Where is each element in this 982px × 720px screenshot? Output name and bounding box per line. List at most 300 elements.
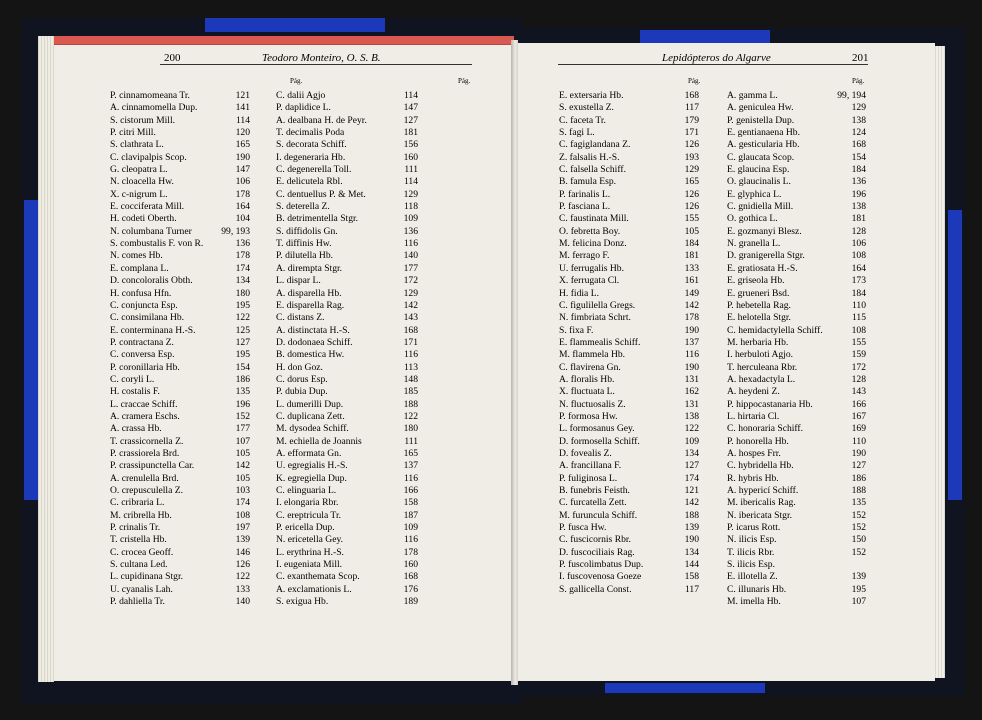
page-reference: 138 — [851, 201, 866, 213]
species-name: P. coronillaria Hb. — [110, 361, 180, 373]
species-name: P. fuliginosa L. — [559, 472, 618, 484]
index-entry — [110, 497, 250, 509]
species-name: M. felicina Donz. — [559, 238, 627, 250]
index-entry — [276, 152, 418, 164]
page-reference: 127 — [403, 114, 418, 126]
species-name: D. fuscociliais Rag. — [559, 546, 635, 558]
species-name: A. crassa Hb. — [110, 423, 162, 435]
index-entry — [559, 263, 699, 275]
species-name: S. exigua Hb. — [276, 596, 329, 608]
species-name: S. clathrata L. — [110, 139, 164, 151]
page-number-right: 201 — [852, 52, 869, 64]
species-name: A. hospes Frr. — [727, 447, 781, 459]
species-name: I. eugeniata Mill. — [276, 559, 343, 571]
page-reference: 99, 194 — [837, 90, 866, 101]
index-entry — [559, 127, 699, 139]
page-reference: 105 — [684, 225, 699, 237]
book-gutter — [511, 40, 518, 685]
page-reference: 115 — [851, 312, 866, 324]
page-reference: 127 — [684, 460, 699, 472]
page-reference: 116 — [403, 238, 418, 250]
species-name: B. detrimentella Stgr. — [276, 213, 359, 225]
page-reference: 193 — [684, 151, 699, 163]
index-entry — [559, 534, 699, 546]
page-reference: 120 — [235, 127, 250, 139]
page-reference: 162 — [684, 386, 699, 398]
page-reference: 109 — [403, 522, 418, 534]
page-reference: 169 — [851, 423, 866, 435]
species-name: N. comes Hb. — [110, 250, 163, 262]
index-entry — [110, 201, 250, 213]
index-entry — [559, 90, 699, 102]
species-name: E. extersaria Hb. — [559, 90, 624, 101]
page-reference: 134 — [684, 447, 699, 459]
index-entry — [110, 250, 250, 262]
index-entry — [727, 510, 866, 522]
species-name: P. honorella Hb. — [727, 435, 789, 447]
index-entry — [727, 288, 866, 300]
page-reference: 171 — [403, 336, 418, 348]
species-name: P. fasciana L. — [559, 201, 611, 213]
page-reference: 104 — [235, 213, 250, 225]
index-entry — [276, 497, 418, 509]
species-name: T. decimalis Poda — [276, 127, 345, 139]
page-reference: 110 — [851, 299, 866, 311]
species-name: E. delicutela Rbl. — [276, 176, 343, 188]
page-reference: 135 — [851, 497, 866, 509]
index-entry — [276, 522, 418, 534]
species-name: A. cinnamomella Dup. — [110, 102, 198, 114]
page-reference: 139 — [684, 522, 699, 534]
page-reference: 133 — [684, 262, 699, 274]
index-entry — [110, 213, 250, 225]
index-entry — [276, 115, 418, 127]
index-entry — [727, 571, 866, 583]
index-entry — [727, 139, 866, 151]
index-column-right-1 — [559, 90, 699, 596]
species-name: C. ereptricula Tr. — [276, 509, 342, 521]
index-entry — [727, 337, 866, 349]
page-reference: 127 — [235, 336, 250, 348]
index-entry — [559, 522, 699, 534]
species-name: T. diffinis Hw. — [276, 238, 332, 250]
index-entry — [559, 139, 699, 151]
page-reference: 165 — [235, 139, 250, 151]
species-name: C. conversa Esp. — [110, 349, 175, 361]
page-reference: 165 — [684, 176, 699, 188]
species-name: S. combustalis F. von R. — [110, 238, 204, 250]
page-reference: 126 — [235, 559, 250, 571]
index-entry — [110, 411, 250, 423]
index-entry — [276, 485, 418, 497]
index-entry — [110, 288, 250, 300]
index-entry — [110, 362, 250, 374]
index-entry — [110, 448, 250, 460]
page-reference: 181 — [403, 127, 418, 139]
index-entry — [559, 275, 699, 287]
index-entry — [727, 263, 866, 275]
page-reference: 180 — [235, 287, 250, 299]
running-head-right: Lepidópteros do Algarve — [662, 52, 771, 64]
page-reference: 111 — [404, 164, 418, 176]
species-name: P. ericella Dup. — [276, 522, 335, 534]
page-reference: 167 — [851, 410, 866, 422]
marble-pattern-bottom-right — [605, 683, 765, 693]
page-reference: 139 — [851, 571, 866, 583]
index-entry — [727, 559, 866, 571]
species-name: P. fuscolimbatus Dup. — [559, 559, 644, 571]
species-name: P. formosa Hw. — [559, 410, 618, 422]
index-entry — [727, 90, 866, 102]
page-reference: 190 — [235, 151, 250, 163]
species-name: I. degeneraria Hb. — [276, 151, 346, 163]
page-reference: 174 — [235, 497, 250, 509]
page-reference: 113 — [403, 361, 418, 373]
species-name: C. coryli L. — [110, 373, 155, 385]
species-name: P. contractana Z. — [110, 336, 174, 348]
page-reference: 152 — [851, 546, 866, 558]
index-entry — [110, 584, 250, 596]
index-entry — [276, 411, 418, 423]
page-reference: 152 — [851, 522, 866, 534]
page-reference: 150 — [851, 534, 866, 546]
page-reference: 154 — [851, 151, 866, 163]
species-name: E. helotella Stgr. — [727, 312, 791, 324]
species-name: A. dealbana H. de Peyr. — [276, 114, 367, 126]
header-rule-right — [558, 64, 868, 65]
index-entry — [110, 312, 250, 324]
index-entry — [110, 534, 250, 546]
page-reference: 172 — [851, 361, 866, 373]
page-reference: 135 — [235, 386, 250, 398]
pag-label-left-1: Pág. — [290, 77, 303, 85]
page-reference: 156 — [403, 139, 418, 151]
index-entry — [559, 399, 699, 411]
page-reference: 106 — [235, 176, 250, 188]
species-name: M. herbaria Hb. — [727, 336, 789, 348]
index-entry — [276, 201, 418, 213]
page-reference: 174 — [235, 262, 250, 274]
page-reference: 152 — [851, 509, 866, 521]
page-reference: 116 — [403, 534, 418, 546]
page-reference: 155 — [684, 213, 699, 225]
index-entry — [727, 485, 866, 497]
page-reference: 129 — [684, 164, 699, 176]
page-reference: 126 — [684, 188, 699, 200]
index-entry — [276, 596, 418, 608]
index-entry — [559, 584, 699, 596]
species-name: E. gozmanyi Blesz. — [727, 225, 802, 237]
species-name: E. complana L. — [110, 262, 169, 274]
index-entry — [110, 139, 250, 151]
index-entry — [110, 571, 250, 583]
species-name: C. degenerella Toll. — [276, 164, 352, 176]
species-name: C. distans Z. — [276, 312, 325, 324]
species-name: L. cupidinana Stgr. — [110, 571, 184, 583]
species-name: K. egregiella Dup. — [276, 472, 347, 484]
marble-pattern-top-left — [205, 18, 385, 32]
page-number-left: 200 — [164, 52, 181, 64]
running-head-left: Teodoro Monteiro, O. S. B. — [262, 52, 381, 64]
index-entry — [727, 189, 866, 201]
species-name: A. cramera Eschs. — [110, 410, 180, 422]
index-entry — [559, 115, 699, 127]
index-entry — [276, 127, 418, 139]
species-name: Z. falsalis H.-S. — [559, 151, 620, 163]
index-entry — [727, 460, 866, 472]
page-reference: 186 — [851, 472, 866, 484]
index-entry — [727, 349, 866, 361]
page-reference: 168 — [403, 571, 418, 583]
index-entry — [276, 374, 418, 386]
page-reference: 121 — [235, 90, 250, 101]
species-name: S. fagi L. — [559, 127, 595, 139]
index-entry — [276, 238, 418, 250]
page-reference: 129 — [403, 287, 418, 299]
species-name: R. hybris Hb. — [727, 472, 779, 484]
species-name: C. figulilella Gregs. — [559, 299, 636, 311]
species-name: E. gratiosata H.-S. — [727, 262, 798, 274]
index-entry — [727, 102, 866, 114]
species-name: T. crassicornella Z. — [110, 435, 184, 447]
page-reference: 195 — [235, 299, 250, 311]
page-reference: 107 — [851, 596, 866, 608]
index-entry — [727, 115, 866, 127]
page-reference: 107 — [235, 435, 250, 447]
pag-label-left-2: Pág. — [458, 77, 471, 85]
page-reference: 171 — [684, 127, 699, 139]
species-name: U. egregialis H.-S. — [276, 460, 348, 472]
index-entry — [559, 473, 699, 485]
index-entry — [110, 90, 250, 102]
page-reference: 108 — [851, 250, 866, 262]
species-name: O. crepusculella Z. — [110, 485, 183, 496]
species-name: C. hemidactylella Schiff. — [727, 324, 823, 336]
index-entry — [727, 448, 866, 460]
index-entry — [276, 436, 418, 448]
index-entry — [110, 436, 250, 448]
species-name: M. furuncula Schiff. — [559, 509, 638, 521]
index-entry — [110, 164, 250, 176]
index-entry — [727, 386, 866, 398]
species-name: E. cocciferata Mill. — [110, 201, 185, 213]
species-name: P. dilutella Hb. — [276, 250, 334, 262]
species-name: C. duplicana Zett. — [276, 410, 345, 422]
page-reference: 143 — [403, 312, 418, 324]
species-name: C. faustinata Mill. — [559, 213, 629, 225]
page-reference: 108 — [851, 324, 866, 336]
species-name: C. gnidiella Mill. — [727, 201, 794, 213]
page-reference: 122 — [235, 312, 250, 324]
species-name: P. citri Mill. — [110, 127, 156, 139]
index-entry — [110, 485, 250, 497]
page-reference: 105 — [235, 447, 250, 459]
index-entry — [276, 534, 418, 546]
species-name: S. deterella Z. — [276, 201, 330, 213]
index-entry — [727, 362, 866, 374]
index-entry — [276, 448, 418, 460]
index-entry — [559, 559, 699, 571]
index-entry — [559, 226, 699, 238]
species-name: C. exanthemata Scop. — [276, 571, 360, 583]
index-entry — [276, 288, 418, 300]
species-name: C. dentuellus P. & Met. — [276, 188, 366, 200]
page-reference: 168 — [684, 90, 699, 101]
page-reference: 178 — [235, 188, 250, 200]
marble-pattern-right-side — [948, 210, 962, 500]
page-reference: 122 — [235, 571, 250, 583]
species-name: D. dodonaea Schiff. — [276, 336, 353, 348]
page-reference: 146 — [235, 546, 250, 558]
species-name: C. hybridella Hb. — [727, 460, 794, 472]
index-entry — [727, 423, 866, 435]
page-reference: 164 — [235, 201, 250, 213]
page-reference: 117 — [684, 102, 699, 114]
page-reference: 136 — [403, 225, 418, 237]
index-entry — [110, 325, 250, 337]
index-entry — [559, 201, 699, 213]
page-reference: 114 — [403, 90, 418, 101]
species-name: M. cribrella Hb. — [110, 509, 172, 521]
index-entry — [276, 189, 418, 201]
page-reference: 136 — [851, 176, 866, 188]
page-reference: 184 — [684, 238, 699, 250]
page-reference: 190 — [684, 534, 699, 546]
species-name: C. furcatella Zett. — [559, 497, 627, 509]
index-entry — [559, 571, 699, 583]
index-entry — [110, 559, 250, 571]
species-name: A. heydeni Z. — [727, 386, 780, 398]
page-reference: 142 — [403, 299, 418, 311]
species-name: L. craccae Schiff. — [110, 398, 178, 410]
page-reference: 140 — [235, 596, 250, 608]
species-name: S. decorata Schiff. — [276, 139, 347, 151]
species-name: O. febretta Boy. — [559, 225, 621, 237]
page-reference: 99, 193 — [221, 225, 250, 237]
species-name: C. elinguaria L. — [276, 485, 337, 496]
page-reference: 180 — [403, 423, 418, 435]
index-entry — [727, 300, 866, 312]
page-reference: 136 — [235, 238, 250, 250]
page-reference: 181 — [684, 250, 699, 262]
species-name: A. dirempta Stgr. — [276, 262, 343, 274]
species-name: E. gentianaena Hb. — [727, 127, 800, 139]
index-entry — [110, 115, 250, 127]
page-reference: 108 — [235, 509, 250, 521]
index-entry — [727, 522, 866, 534]
index-entry — [727, 176, 866, 188]
page-reference: 190 — [684, 324, 699, 336]
species-name: A. exclamationis L. — [276, 583, 352, 595]
index-entry — [559, 102, 699, 114]
index-entry — [559, 448, 699, 460]
page-reference: 148 — [403, 373, 418, 385]
species-name: C. conjuncta Esp. — [110, 299, 178, 311]
species-name: M. dysodea Schiff. — [276, 423, 349, 435]
species-name: H. don Goz. — [276, 361, 323, 373]
index-entry — [727, 164, 866, 176]
species-name: P. daplidice L. — [276, 102, 331, 114]
page-reference: 189 — [403, 596, 418, 608]
index-entry — [559, 460, 699, 472]
species-name: E. illotella Z. — [727, 571, 778, 583]
species-name: C. honoraria Schiff. — [727, 423, 804, 435]
index-entry — [110, 275, 250, 287]
index-entry — [110, 547, 250, 559]
index-entry — [276, 559, 418, 571]
species-name: G. cleopatra L. — [110, 164, 168, 176]
page-reference: 197 — [235, 522, 250, 534]
page-reference: 126 — [684, 201, 699, 213]
page-reference: 172 — [403, 275, 418, 287]
species-name: A. gamma L. — [727, 90, 778, 101]
index-entry — [110, 300, 250, 312]
page-reference: 114 — [235, 114, 250, 126]
page-reference: 195 — [851, 583, 866, 595]
index-entry — [276, 547, 418, 559]
species-name: E. glyphica L. — [727, 188, 782, 200]
index-entry — [276, 571, 418, 583]
index-entry — [559, 337, 699, 349]
species-name: O. gothica L. — [727, 213, 778, 225]
species-name: N. fluctuosalis Z. — [559, 398, 626, 410]
index-entry — [727, 312, 866, 324]
page-reference: 187 — [403, 509, 418, 521]
index-entry — [276, 584, 418, 596]
index-entry — [276, 510, 418, 522]
index-entry — [727, 411, 866, 423]
species-name: P. fusca Hw. — [559, 522, 607, 534]
index-entry — [559, 510, 699, 522]
page-reference: 142 — [235, 460, 250, 472]
index-entry — [727, 213, 866, 225]
species-name: P. genistella Dup. — [727, 114, 795, 126]
page-reference: 166 — [403, 485, 418, 496]
species-name: C. clavipalpis Scop. — [110, 151, 187, 163]
index-entry — [276, 139, 418, 151]
species-name: L. hirtaria Cl. — [727, 410, 780, 422]
species-name: X. c-nigrum L. — [110, 188, 168, 200]
species-name: L. erythrina H.-S. — [276, 546, 344, 558]
page-reference: 158 — [684, 571, 699, 583]
page-reference: 158 — [403, 497, 418, 509]
species-name: C. dorus Esp. — [276, 373, 328, 385]
page-reference: 109 — [403, 213, 418, 225]
index-entry — [276, 386, 418, 398]
page-reference: 164 — [851, 262, 866, 274]
species-name: N. ibericata Stgr. — [727, 509, 793, 521]
page-reference: 103 — [235, 485, 250, 496]
page-reference: 168 — [403, 324, 418, 336]
index-entry — [559, 288, 699, 300]
index-entry — [727, 127, 866, 139]
species-name: A. crenulella Brd. — [110, 472, 179, 484]
species-name: C. fagiglandana Z. — [559, 139, 631, 151]
species-name: N. ericetella Gey. — [276, 534, 344, 546]
species-name: S. ilicis Esp. — [727, 559, 775, 571]
species-name: B. famula Esp. — [559, 176, 617, 188]
page-reference: 116 — [684, 349, 699, 361]
page-reference: 138 — [684, 410, 699, 422]
page-reference: 166 — [851, 398, 866, 410]
species-name: M. flammela Hb. — [559, 349, 626, 361]
page-reference: 190 — [684, 361, 699, 373]
page-reference: 131 — [684, 398, 699, 410]
page-reference: 161 — [684, 275, 699, 287]
page-reference: 177 — [403, 262, 418, 274]
index-entry — [276, 176, 418, 188]
page-reference: 128 — [851, 225, 866, 237]
